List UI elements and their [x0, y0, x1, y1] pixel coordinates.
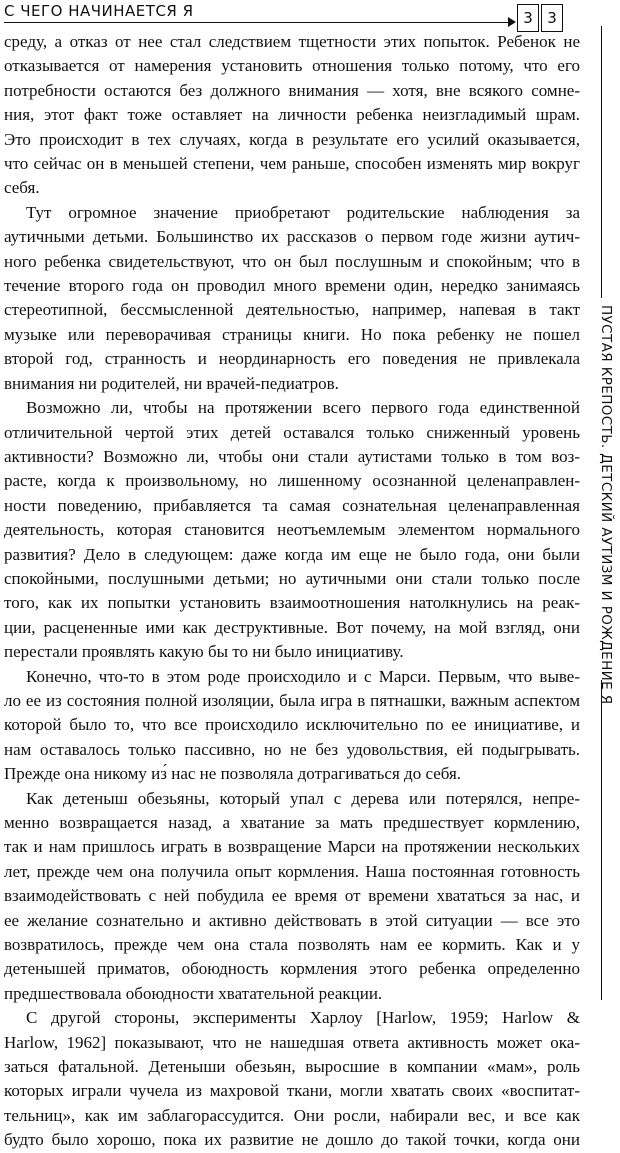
- text-line: спокойными, послушными детьми; но аутичными они стали только после: [4, 568, 580, 588]
- text-line: которых играли чучела из махровой ткани, могли хватать своих «воспитат-: [4, 1081, 580, 1101]
- page-number-digit: 3: [541, 4, 563, 32]
- text-line: расте, когда к произвольному, но лишенному осознанной целенаправлен-: [4, 471, 580, 491]
- text-line: Тут огромное значение приобретают родительские наблюдения за: [26, 202, 580, 222]
- text-line: заться фатальной. Детеныши обезьян, выросшие в компании «мам», роль: [4, 1057, 580, 1077]
- side-rule-bottom: [601, 680, 602, 1000]
- text-line: Возможно ли, чтобы на протяжении всего первого года единственной: [26, 398, 580, 418]
- text-line: лет, прежде чем она получила опыт кормления. Наша постоянная готовность: [4, 861, 580, 881]
- text-line: активности? Возможно ли, чтобы они стали аутистами только в том воз-: [4, 446, 580, 466]
- text-line: деятельность, которая становится неотъемлемым элементом нормального: [4, 520, 580, 540]
- running-head-title: С ЧЕГО НАЧИНАЕТСЯ Я: [4, 2, 194, 20]
- text-line: что сейчас он в меньшей степени, чем раньше, способен изменять мир вокруг: [4, 154, 580, 174]
- text-line: потребности остаются без должного внимания — хотя, вне всякого сомне-: [4, 80, 580, 100]
- text-line: отказывается от намерения установить отношения только потому, что его: [4, 56, 580, 76]
- text-line: второй год, странность и неординарность его поведения не привлекала: [4, 349, 580, 369]
- body-text: [4, 30, 580, 1153]
- text-line: которой было то, что все происходило исключительно по ее инициативе, и: [4, 715, 580, 735]
- text-line: Harlow, 1962] показывают, что не нашедшая ответа активность может ока-: [4, 1032, 580, 1052]
- text-line: того, как их попытки установить взаимоотношения натолкнулись на реак-: [4, 593, 580, 613]
- text-line: так и нам пришлось играть в возвращение Марси на протяжении нескольких: [4, 837, 580, 857]
- text-line: перестали проявлять какую бы то ни было инициативу.: [4, 642, 404, 662]
- text-line: аутичными детьми. Большинство их рассказов о первом годе жизни аутич-: [4, 227, 580, 247]
- header-rule: [4, 22, 514, 23]
- text-line: музыке или переворачивая страницы книги. Но пока ребенку не пошел: [4, 324, 580, 344]
- text-line: детенышей приматов, обоюдность кормления этого ребенка определенно: [4, 959, 580, 979]
- side-book-title-text: ПУСТАЯ КРЕПОСТЬ. ДЕТСКИЙ АУТИЗМ И РОЖДЕНИЕ Я: [598, 305, 614, 705]
- text-line: отличительной чертой этих детей оставался только сниженный уровень: [4, 422, 580, 442]
- text-line: среду, а отказ от нее стал следствием тщетности этих попыток. Ребенок не: [4, 32, 580, 51]
- text-line: развития? Дело в следующем: даже когда им еще не было года, они были: [4, 544, 580, 564]
- page-number: [517, 4, 563, 32]
- text-line: ции, расцененные ими как деструктивные. Вот почему, на мой взгляд, они: [4, 617, 580, 637]
- header-arrow-icon: [508, 17, 516, 27]
- text-line: Это происходит в тех случаях, когда в результате его усилий оказывается,: [4, 129, 580, 149]
- text-line: ло ее из состояния полной изоляции, была игра в пятнашки, важным аспектом: [4, 690, 580, 710]
- text-line: Как детеныш обезьяны, который упал с дерева или потерялся, непре-: [26, 788, 580, 808]
- text-line: стереотипной, бессмысленной деятельностью, например, напевая в такт: [4, 300, 580, 320]
- page-number-digit: 3: [517, 4, 539, 32]
- text-line: себя.: [4, 178, 40, 198]
- text-line: ного ребенка свидетельствуют, что он был послушным и спокойным; что в: [4, 251, 580, 271]
- text-line: нам оставалось только пассивно, но не без удовольствия, ей подыгрывать.: [4, 739, 580, 759]
- text-line: будто было хорошо, пока их развитие не дошло до такой точки, когда они: [4, 1130, 580, 1150]
- text-line: Прежде она никому из́ нас не позволяла дотрагиваться до себя.: [4, 764, 462, 784]
- text-line: внимания ни родителей, ни врачей-педиатров.: [4, 373, 339, 393]
- side-rule-top: [601, 26, 602, 298]
- text-line: предшествовала обоюдности хватательной реакции.: [4, 983, 383, 1003]
- text-line: возвратилось, прежде чем она стала позволять нам ее кормить. Как и у: [4, 935, 580, 955]
- text-line: ния, этот факт тоже оставляет на личности ребенка неизгладимый шрам.: [4, 105, 580, 125]
- text-line: течение второго года он проводил много времени один, нередко занимаясь: [4, 276, 580, 296]
- text-line: ее желание сознательно и активно действовать в этой ситуации — все это: [4, 910, 580, 930]
- text-line: С другой стороны, эксперименты Харлоу [Harlow, 1959; Harlow &: [26, 1008, 580, 1028]
- text-line: взаимодействовать с ней побудила ее время от времени хвататься за нас, и: [4, 886, 580, 906]
- text-line: ности поведению, прибавляется та самая сознательная целенаправленная: [4, 495, 580, 515]
- text-line: менно возвращается назад, а хватание за мать предшествует кормлению,: [4, 813, 580, 832]
- text-line: Конечно, что-то в этом роде происходило и с Марси. Первым, что выве-: [26, 666, 580, 686]
- side-book-title: [596, 305, 616, 705]
- text-line: тельниц», как им заблагорассудится. Они росли, набирали вес, и все как: [4, 1105, 580, 1125]
